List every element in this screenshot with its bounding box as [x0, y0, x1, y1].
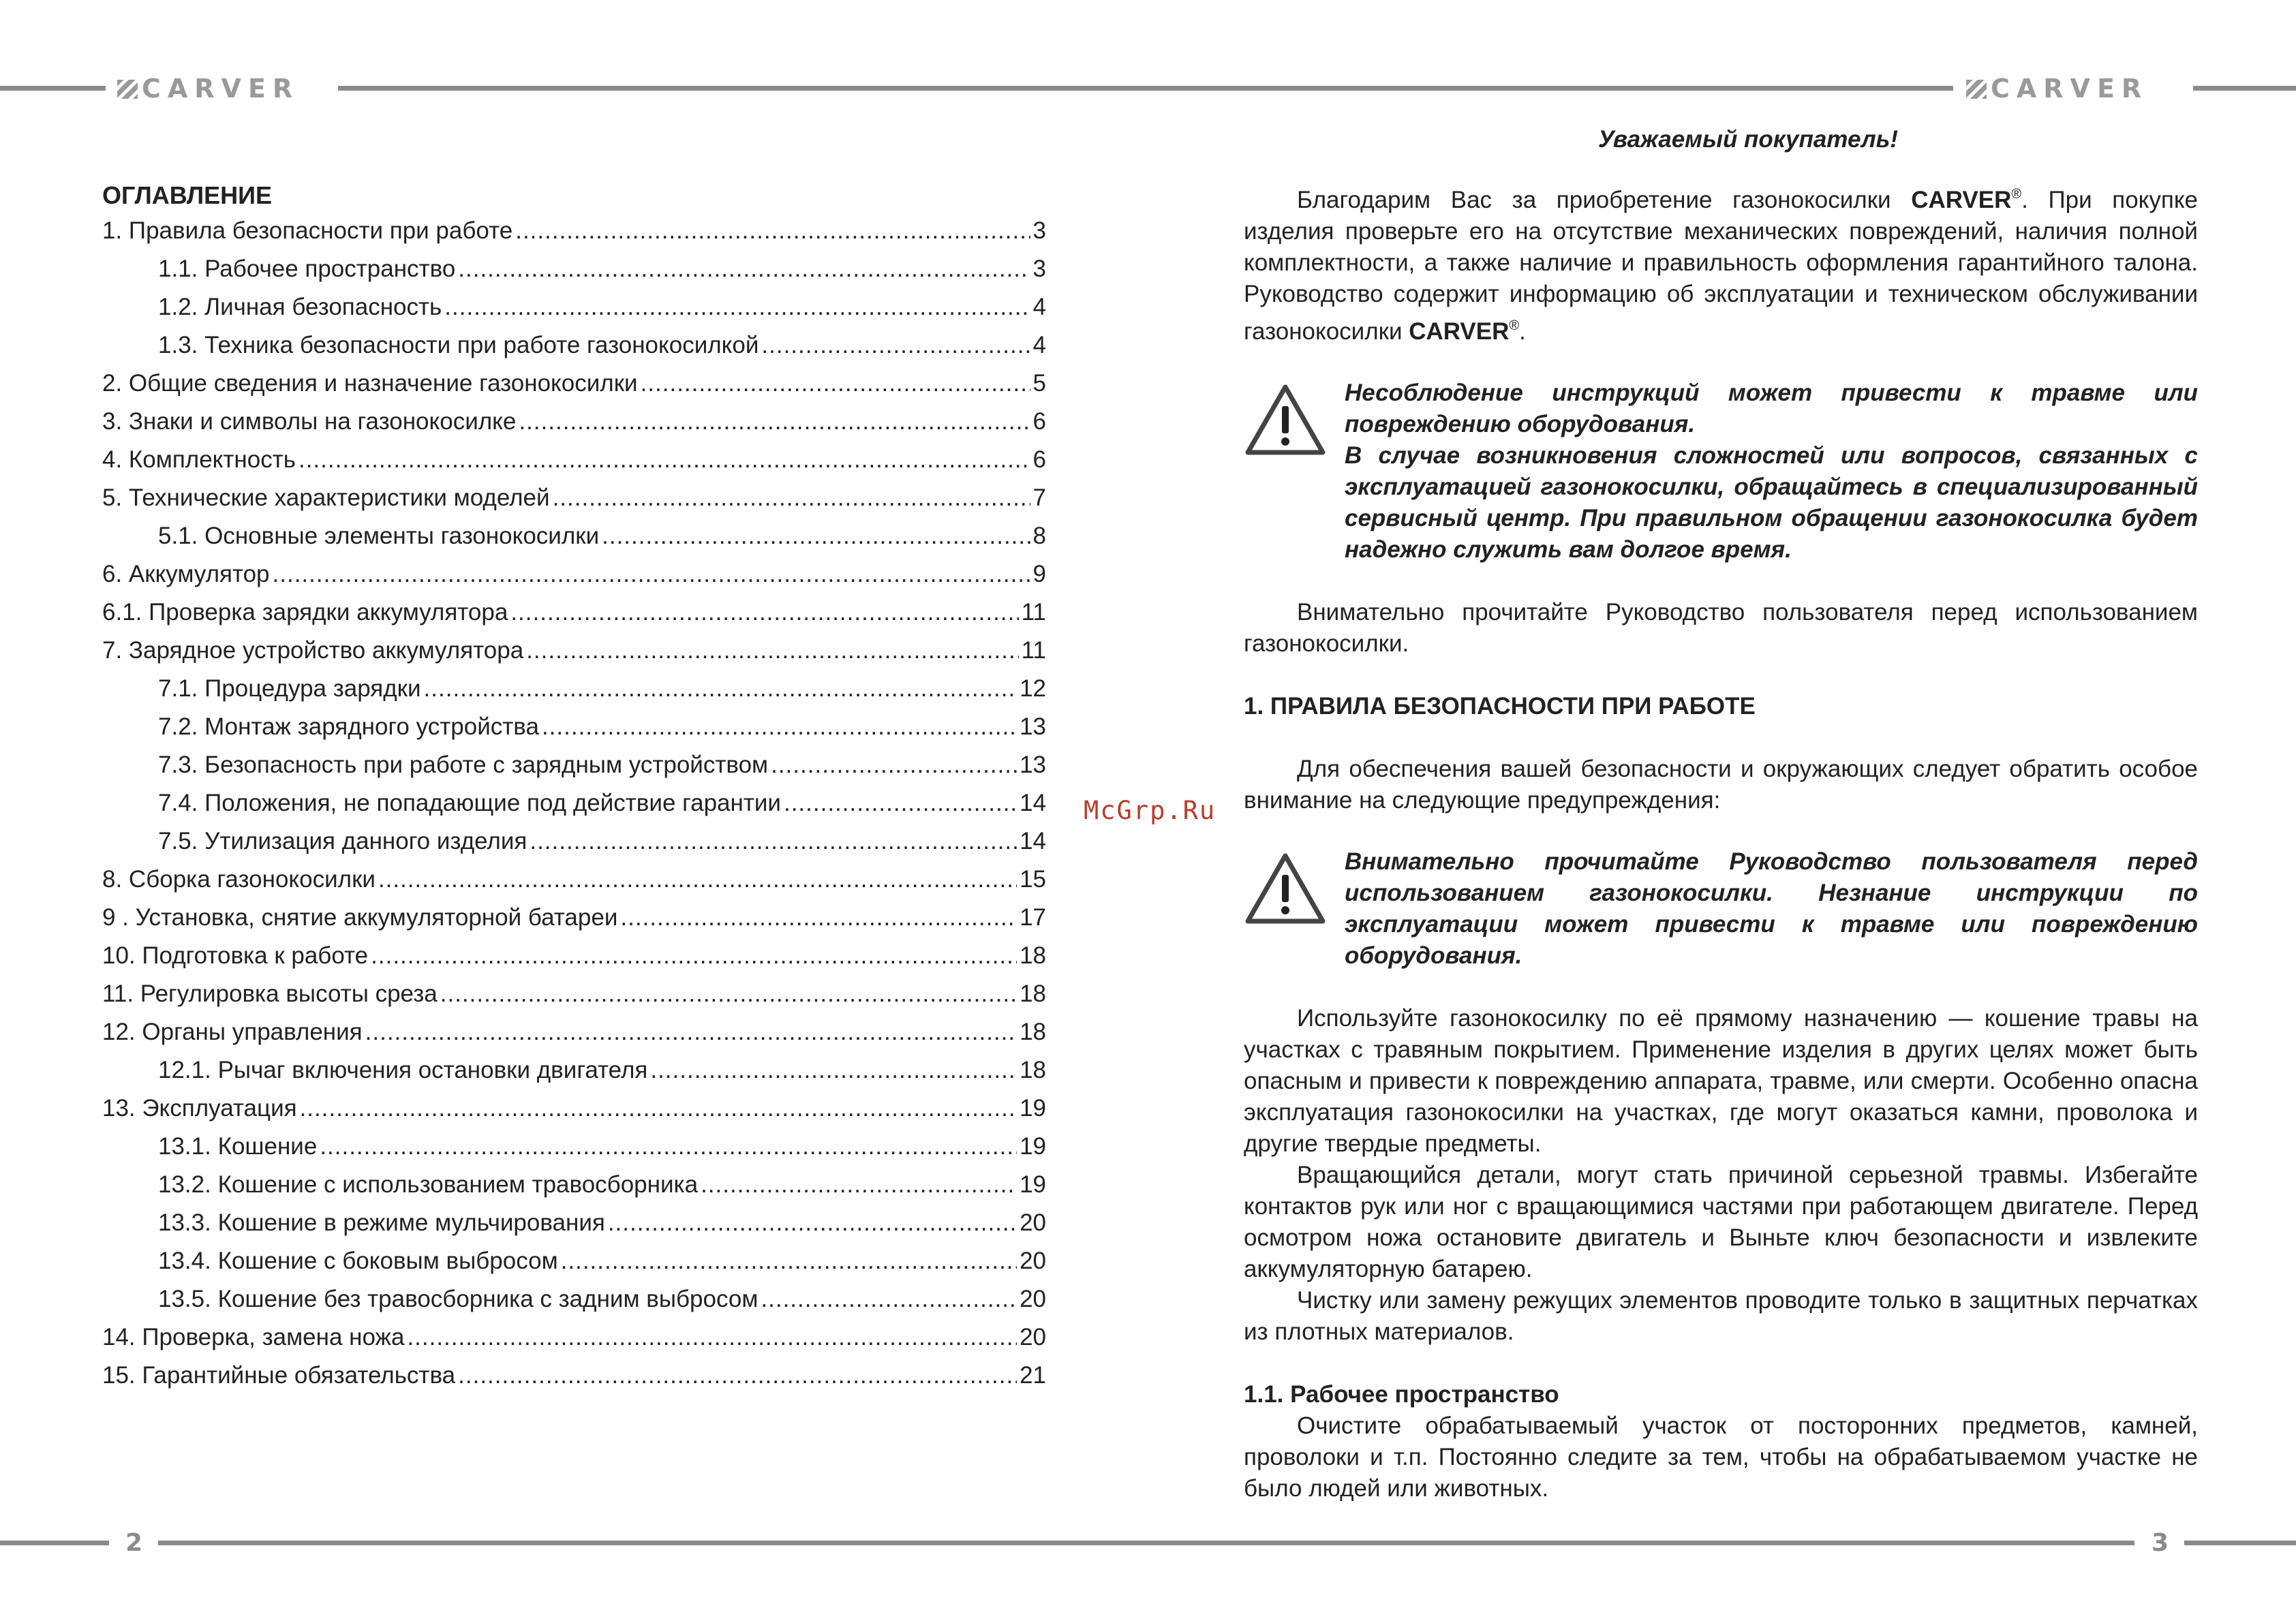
toc-entry-page: 6: [1032, 408, 1046, 435]
brand-name: CARVER: [1911, 187, 2012, 213]
toc-list: [102, 212, 1046, 1395]
toc-entry[interactable]: [102, 555, 1046, 593]
toc-entry[interactable]: [102, 1166, 1046, 1204]
toc-entry-label: 1.1. Рабочее пространство: [158, 256, 456, 282]
footer-rule-right: [2184, 1541, 2296, 1545]
intro-paragraph: Благодарим Вас за приобретение газонокосилки CARVER®. При покупке изделия проверьте его на отсутствие механических повреждений, наличия полной комплектности, а также наличие и правильность оформления гарантийного талона. Руководство содержит информацию об эксплуатации и техническом обслуживании газонокосилки CARVER®.: [1244, 187, 2198, 345]
toc-entry[interactable]: [102, 250, 1046, 288]
toc-entry-label: 4. Комплектность: [102, 446, 296, 473]
toc-entry-label: 15. Гарантийные обязательства: [102, 1362, 456, 1389]
toc-entry-label: 2. Общие сведения и назначение газонокосилки: [102, 370, 638, 397]
toc-entry[interactable]: [102, 365, 1046, 403]
toc-entry-page: 19: [1020, 1171, 1046, 1198]
toc-entry-page: 9: [1032, 561, 1046, 587]
toc-entry[interactable]: [102, 632, 1046, 670]
toc-entry-page: 6: [1032, 446, 1046, 473]
section-1-paragraph-1: Для обеспечения вашей безопасности и окружающих следует обратить особое внимание на следующие предупреждения:: [1244, 756, 2198, 814]
toc-entry-label: 9 . Установка, снятие аккумуляторной батареи: [102, 904, 618, 931]
toc-entry-page: 5: [1032, 370, 1046, 397]
toc-entry-page: 19: [1020, 1095, 1046, 1122]
toc-entry-label: 7.1. Процедура зарядки: [158, 675, 421, 702]
page-number-left: 2: [125, 1529, 143, 1557]
toc-entry[interactable]: [102, 975, 1046, 1013]
brand-stripes-icon: [117, 80, 138, 99]
toc-entry-page: 19: [1020, 1133, 1046, 1160]
footer-rule-left-1: [0, 1541, 109, 1545]
brand-name: CARVER: [1409, 318, 1510, 345]
toc-entry-page: 14: [1020, 828, 1046, 854]
toc-entry[interactable]: [102, 1242, 1046, 1280]
warning-block-2: [1244, 846, 2198, 972]
toc-entry-label: 8. Сборка газонокосилки: [102, 866, 376, 893]
toc-entry-label: 10. Подготовка к работе: [102, 942, 369, 969]
toc-entry[interactable]: [102, 746, 1046, 784]
toc-entry[interactable]: [102, 1357, 1046, 1395]
warning-icon: [1244, 377, 1345, 465]
toc-entry[interactable]: [102, 593, 1046, 632]
brand-logo-right: [1966, 76, 2148, 102]
toc-entry-label: 12. Органы управления: [102, 1019, 363, 1045]
toc-entry-label: 13.4. Кошение с боковым выбросом: [158, 1248, 558, 1274]
toc-leader-dots: [650, 1051, 1017, 1089]
section-1-1-paragraph: Очистите обрабатываемый участок от посторонних предметов, камней, проволоки и т.п. Постоянно следите за тем, чтобы на обрабатываемом участке не было людей или животных.: [1244, 1412, 2198, 1502]
toc-entry-label: 7.2. Монтаж зарядного устройства: [158, 713, 539, 740]
footer-rule-middle: [158, 1541, 2134, 1545]
toc-entry[interactable]: [102, 670, 1046, 708]
section-1-paragraph-4: Чистку или замену режущих элементов проводите только в защитных перчатках из плотных материалов.: [1244, 1287, 2198, 1345]
toc-leader-dots: [784, 784, 1017, 822]
toc-leader-dots: [515, 212, 1030, 250]
warning-block-1: [1244, 377, 2198, 566]
toc-leader-dots: [761, 326, 1030, 365]
toc-entry[interactable]: [102, 441, 1046, 479]
toc-entry-label: 13.5. Кошение без травосборника с задним выбросом: [158, 1286, 759, 1312]
toc-entry[interactable]: [102, 1128, 1046, 1166]
toc-entry[interactable]: [102, 517, 1046, 555]
toc-entry[interactable]: [102, 1318, 1046, 1357]
toc-leader-dots: [510, 593, 1018, 632]
toc-entry[interactable]: [102, 784, 1046, 822]
toc-leader-dots: [561, 1242, 1017, 1280]
toc-leader-dots: [440, 975, 1017, 1013]
toc-leader-dots: [458, 1357, 1017, 1395]
brand-logo-left: [117, 76, 299, 102]
section-1-paragraph-3: Вращающийся детали, могут стать причиной серьезной травмы. Избегайте контактов рук или ног с вращающимися частями при работающем двигателе. Перед осмотром ножа остановите двигатель и Выньте ключ безопасности и извлеките аккумуляторную батарею.: [1244, 1162, 2198, 1282]
toc-leader-dots: [300, 1089, 1017, 1128]
toc-entry-label: 7.4. Положения, не попадающие под действие гарантии: [158, 790, 781, 816]
toc-leader-dots: [273, 555, 1030, 593]
toc-entry[interactable]: [102, 326, 1046, 365]
brand-logo-text: CARVER: [142, 74, 300, 104]
toc-entry-page: 18: [1020, 1019, 1046, 1045]
toc-entry[interactable]: [102, 1013, 1046, 1051]
toc-entry-label: 13. Эксплуатация: [102, 1095, 297, 1122]
section-1-1-heading: 1.1. Рабочее пространство: [1244, 1381, 1559, 1408]
toc-entry[interactable]: [102, 1089, 1046, 1128]
toc-leader-dots: [365, 1013, 1017, 1051]
toc-entry[interactable]: [102, 708, 1046, 746]
toc-entry-page: 3: [1032, 217, 1046, 244]
header-rule-left-1: [0, 86, 106, 91]
toc-entry[interactable]: [102, 861, 1046, 899]
toc-leader-dots: [553, 479, 1030, 517]
watermark: McGrp.Ru: [1084, 796, 1216, 825]
section-1-heading: 1. ПРАВИЛА БЕЗОПАСНОСТИ ПРИ РАБОТЕ: [1244, 693, 1756, 720]
toc-entry-page: 3: [1032, 256, 1046, 282]
toc-leader-dots: [378, 861, 1017, 899]
toc-leader-dots: [641, 365, 1030, 403]
toc-entry-label: 1.3. Техника безопасности при работе газонокосилкой: [158, 332, 759, 358]
brand-logo-text: CARVER: [1991, 74, 2149, 104]
toc-leader-dots: [771, 746, 1017, 784]
toc-entry-label: 13.2. Кошение с использованием травосборника: [158, 1171, 699, 1198]
toc-leader-dots: [299, 441, 1030, 479]
toc-entry-page: 4: [1032, 332, 1046, 358]
warning-icon: [1244, 846, 1345, 933]
toc-entry-page: 7: [1032, 484, 1046, 511]
brand-stripes-icon: [1966, 80, 1987, 99]
toc-entry[interactable]: [102, 403, 1046, 441]
toc-leader-dots: [407, 1318, 1017, 1357]
toc-leader-dots: [620, 899, 1017, 937]
toc-entry-label: 5.1. Основные элементы газонокосилки: [158, 523, 600, 549]
toc-leader-dots: [424, 670, 1017, 708]
toc-leader-dots: [371, 937, 1017, 975]
toc-entry-page: 18: [1020, 980, 1046, 1007]
toc-leader-dots: [458, 250, 1030, 288]
toc-entry-page: 18: [1020, 942, 1046, 969]
toc-leader-dots: [761, 1280, 1017, 1318]
read-manual-paragraph: Внимательно прочитайте Руководство пользователя перед использованием газонокосилки.: [1244, 599, 2198, 657]
toc-entry-page: 13: [1020, 713, 1046, 740]
toc-entry-page: 17: [1020, 904, 1046, 931]
toc-entry-page: 8: [1032, 523, 1046, 549]
toc-leader-dots: [320, 1128, 1017, 1166]
toc-entry-label: 1.2. Личная безопасность: [158, 294, 442, 320]
toc-entry[interactable]: [102, 937, 1046, 975]
toc-entry-page: 15: [1020, 866, 1046, 893]
toc-entry-page: 21: [1020, 1362, 1046, 1389]
toc-entry-label: 14. Проверка, замена ножа: [102, 1324, 405, 1350]
toc-entry-page: 18: [1020, 1057, 1046, 1083]
toc-leader-dots: [444, 288, 1030, 326]
toc-leader-dots: [519, 403, 1030, 441]
section-1-paragraph-2: Используйте газонокосилку по её прямому назначению — кошение травы на участках с травяным покрытием. Применение изделия в других целях может быть опасным и привести к повреждению аппарата, травме, или смерти. Особенно опасна эксплуатация газонокосилки на участках, где могут оказаться камни, проволока и другие твердые предметы.: [1244, 1005, 2198, 1157]
toc-entry[interactable]: [102, 899, 1046, 937]
header-rule-right: [2193, 86, 2296, 91]
toc-leader-dots: [530, 822, 1017, 861]
right-page-content: [1244, 124, 2198, 1504]
toc-leader-dots: [701, 1166, 1017, 1204]
header-rule-left-2: [338, 86, 1953, 91]
warning-text-2: Внимательно прочитайте Руководство пользователя перед использованием газонокосилки. Незнание инструкции по эксплуатации может привести к травме или повреждению оборудования.: [1345, 848, 2198, 969]
toc-entry-label: 3. Знаки и символы на газонокосилке: [102, 408, 517, 435]
toc-entry-page: 14: [1020, 790, 1046, 816]
warning-text-1: Несоблюдение инструкций может привести к травме или повреждению оборудования. В случае возникновения сложностей или вопросов, связанных с эксплуатацией газонокосилки, обращайтесь в специализированный сервисный центр. При правильном обращении газонокосилка будет надежно служить вам долгое время.: [1345, 380, 2198, 563]
table-of-contents: [102, 181, 1046, 1395]
greeting: Уважаемый покупатель!: [1597, 126, 1899, 153]
toc-entry-label: 7.5. Утилизация данного изделия: [158, 828, 527, 854]
toc-entry-page: 11: [1021, 599, 1046, 625]
toc-entry-label: 5. Технические характеристики моделей: [102, 484, 550, 511]
toc-entry-label: 6.1. Проверка зарядки аккумулятора: [102, 599, 508, 625]
toc-entry-label: 7. Зарядное устройство аккумулятора: [102, 637, 524, 664]
toc-entry-page: 4: [1032, 294, 1046, 320]
toc-leader-dots: [526, 632, 1018, 670]
toc-leader-dots: [542, 708, 1017, 746]
toc-entry[interactable]: [102, 822, 1046, 861]
toc-entry-label: 11. Регулировка высоты среза: [102, 980, 438, 1007]
toc-entry-label: 1. Правила безопасности при работе: [102, 217, 513, 244]
toc-entry[interactable]: [102, 1280, 1046, 1318]
toc-leader-dots: [602, 517, 1030, 555]
toc-entry[interactable]: [102, 288, 1046, 326]
toc-entry-page: 20: [1020, 1286, 1046, 1312]
toc-entry-page: 20: [1020, 1209, 1046, 1236]
toc-entry-label: 13.3. Кошение в режиме мульчирования: [158, 1209, 605, 1236]
toc-entry-label: 7.3. Безопасность при работе с зарядным устройством: [158, 752, 769, 778]
toc-entry[interactable]: [102, 1051, 1046, 1089]
toc-entry-page: 12: [1020, 675, 1046, 702]
toc-entry[interactable]: [102, 479, 1046, 517]
toc-leader-dots: [608, 1204, 1017, 1242]
toc-entry-page: 20: [1020, 1324, 1046, 1350]
toc-title: ОГЛАВЛЕНИЕ: [102, 181, 273, 209]
toc-entry-label: 13.1. Кошение: [158, 1133, 318, 1160]
toc-entry[interactable]: [102, 212, 1046, 250]
toc-entry-page: 11: [1021, 637, 1046, 664]
page-number-right: 3: [2152, 1529, 2169, 1557]
toc-entry-page: 20: [1020, 1248, 1046, 1274]
toc-entry[interactable]: [102, 1204, 1046, 1242]
toc-entry-page: 13: [1020, 752, 1046, 778]
toc-entry-label: 12.1. Рычаг включения остановки двигателя: [158, 1057, 648, 1083]
toc-entry-label: 6. Аккумулятор: [102, 561, 270, 587]
